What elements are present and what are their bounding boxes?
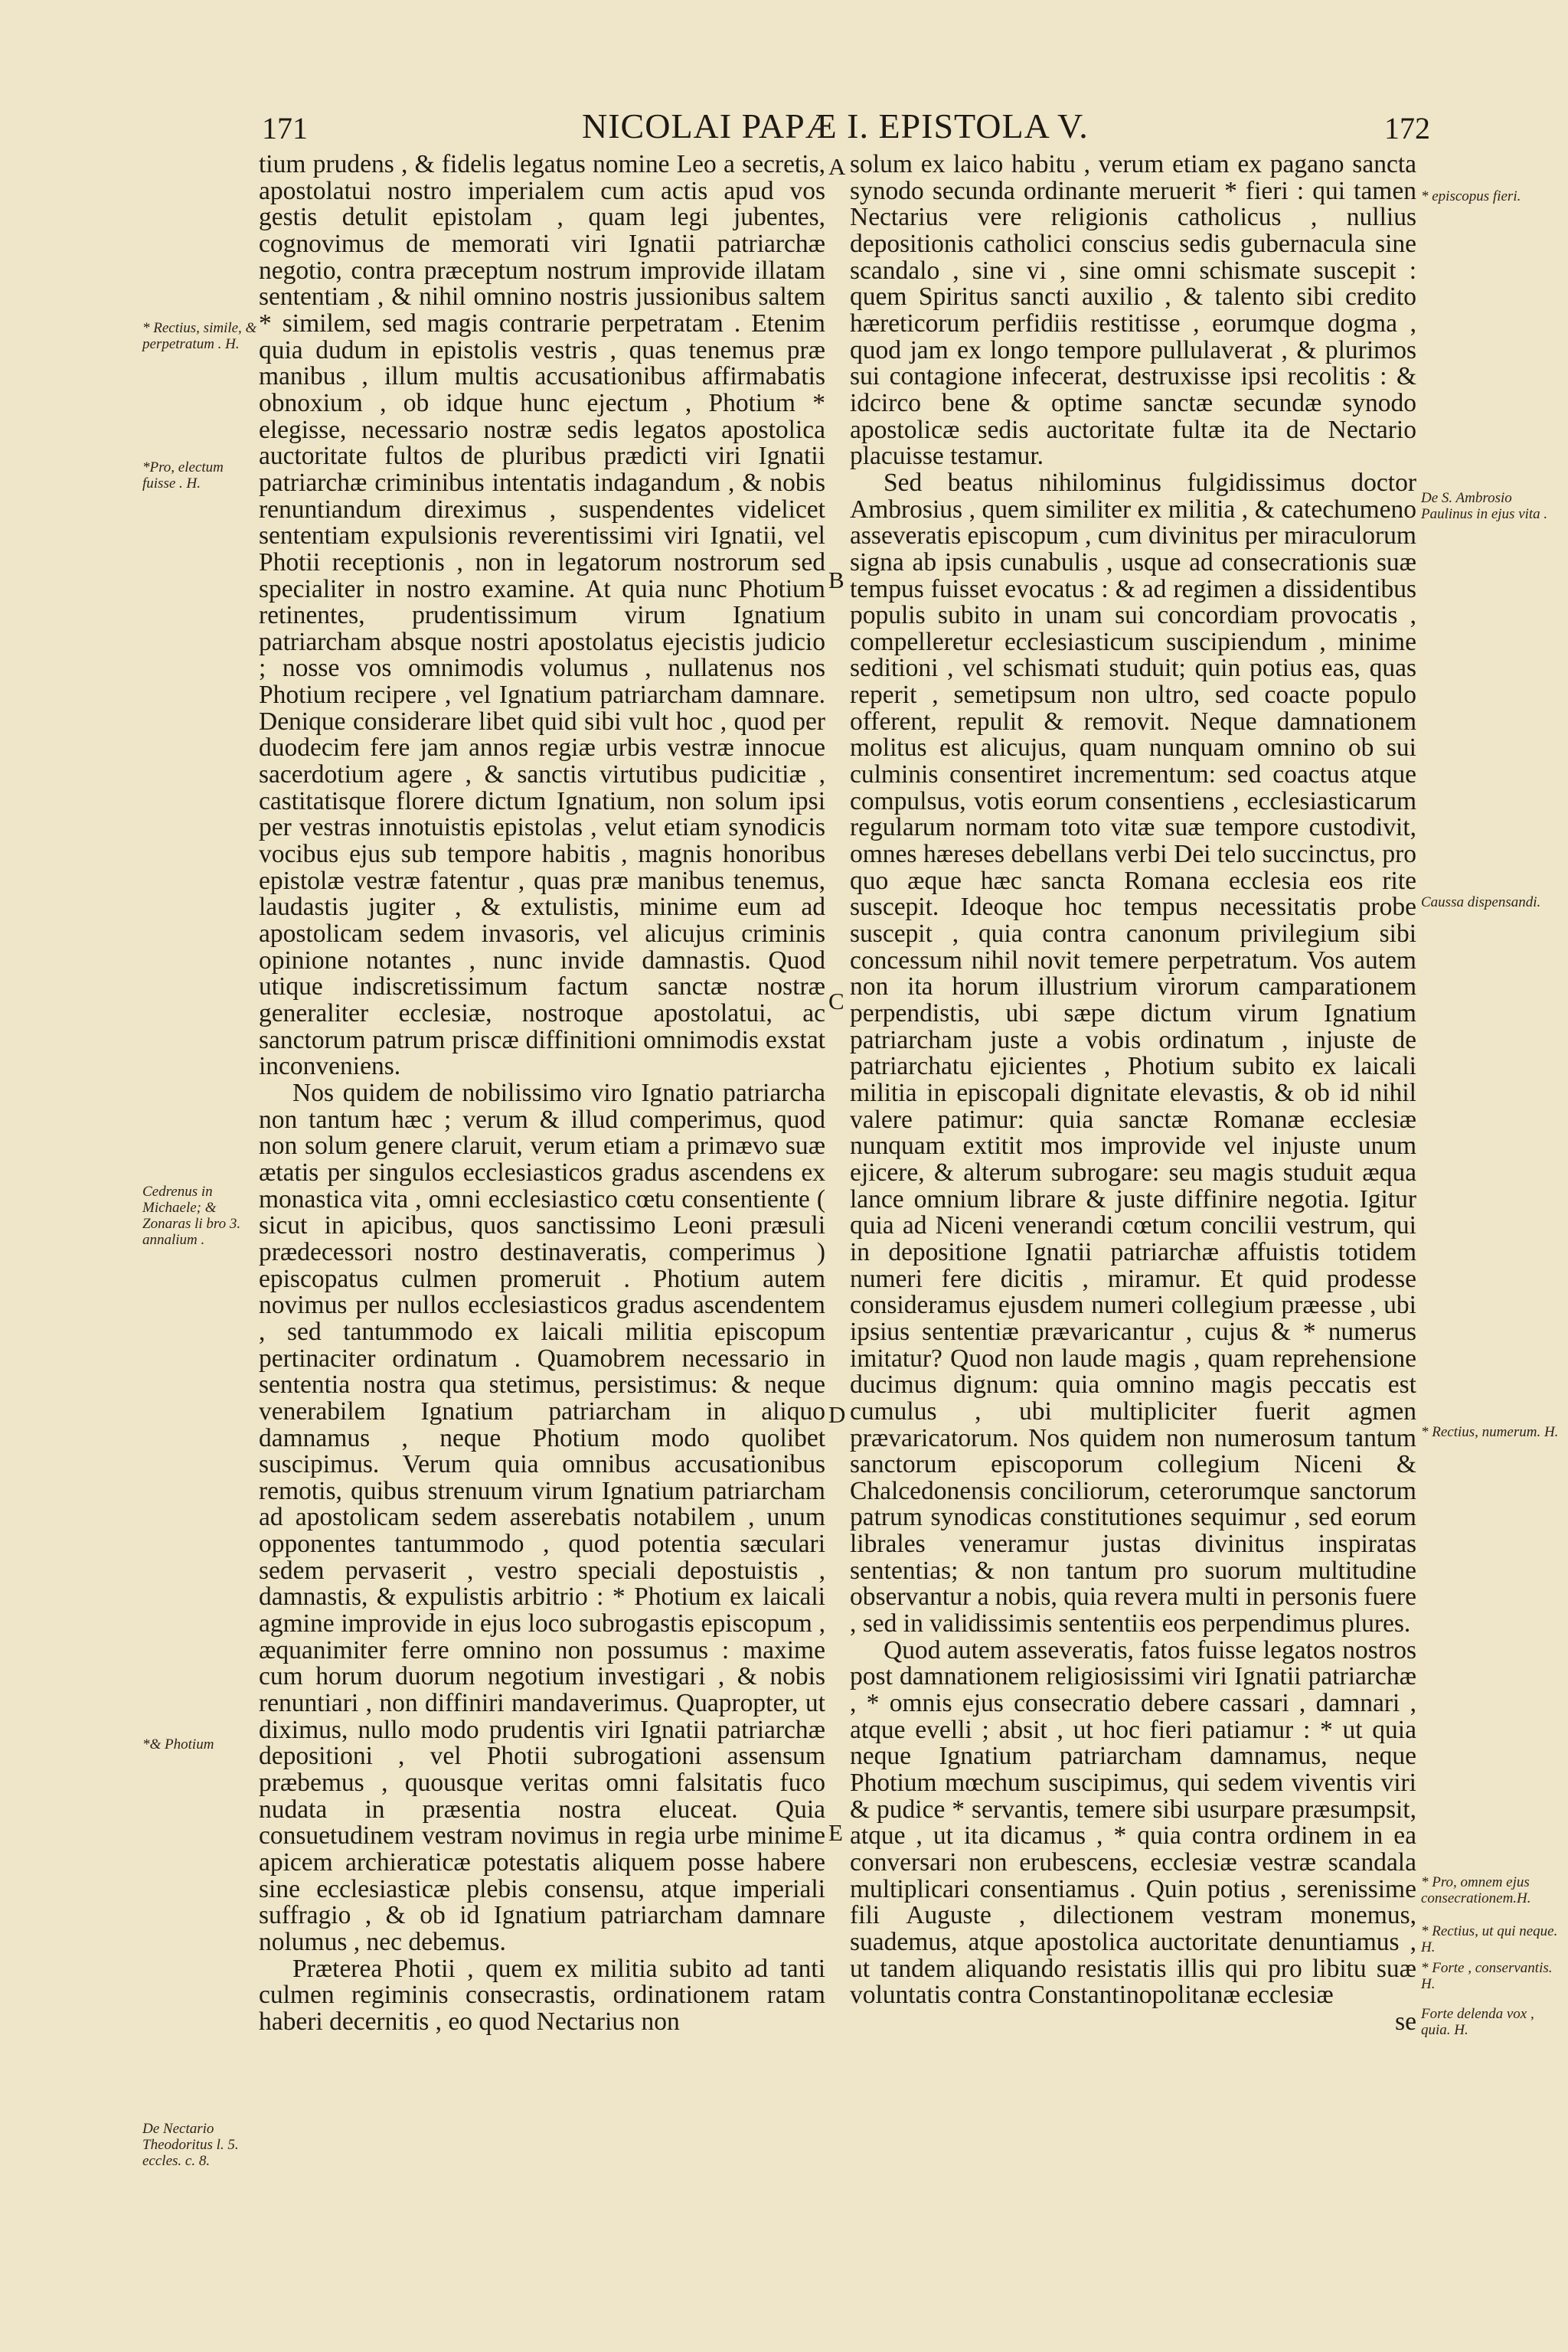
page-title: NICOLAI PAPÆ I. EPISTOLA V. (582, 106, 1089, 145)
margin-note-episcopus: * episcopus fieri. (1421, 188, 1521, 204)
margin-note-delenda: Forte delenda vox , quia. H. (1421, 2006, 1534, 2038)
margin-note-ut-qui-neque: * Rectius, ut qui neque. H. (1421, 1923, 1558, 1955)
margin-note-caussa: Caussa dispensandi. (1421, 894, 1541, 910)
margin-note-cedrenus: Cedrenus in Michaele; & Zonaras li bro 3. annalium . (142, 1184, 241, 1248)
section-marker-d: D (828, 1401, 846, 1428)
margin-note-electum: *Pro, electum fuisse . H. (142, 459, 224, 492)
margin-note-photium: *& Photium (142, 1736, 214, 1753)
margin-note-conservantis: * Forte , conservantis. H. (1421, 1960, 1553, 1992)
section-marker-b: B (828, 567, 844, 593)
left-text-column (259, 152, 825, 2036)
right-paragraph-3: Quod autem asseveratis, fatos fuisse legatos nostros post damnationem religiosissimi viri Ignatii patriarchæ , * omnis ejus consecratio debere cassari , damnari , atque evelli ; absit , ut hoc fieri patiamur : * ut quia neque Ignatium patriarcham damnamus, neque Photium mœchum suscipimus, qui sedem viventis viri & pudice * servantis, temere sibi usurpare præsumpsit, atque , ut ita dicamus , * quia contra ordinem in ea conversari non erubescens, ecclesiæ vestræ scandala multiplicari consentiamus . Quin potius , serenissime fili Auguste , dilectionem vestram monemus, suademus, atque apostolica auctoritate denuntiamus , ut tandem aliquando resistatis illis qui pro libitu suæ voluntatis contra Constantinopolitanæ ecclesiæ (850, 1635, 1416, 2010)
running-header (0, 106, 1568, 152)
margin-note-ambrosio: De S. Ambrosio Paulinus in ejus vita . (1421, 490, 1548, 522)
left-page-number: 171 (262, 111, 308, 145)
section-marker-a: A (828, 153, 846, 180)
section-marker-e: E (828, 1819, 843, 1846)
left-paragraph-3: Præterea Photii , quem ex militia subito ad tanti culmen regiminis consecrastis, ordinationem ratam haberi decernitis , eo quod Nectarius non (259, 1954, 825, 2036)
margin-note-consecrationem: * Pro, omnem ejus consecrationem.H. (1421, 1874, 1531, 1906)
margin-note-numerum: * Rectius, numerum. H. (1421, 1424, 1559, 1440)
section-marker-c: C (828, 988, 844, 1014)
margin-note-nectario: De Nectario Theodoritus l. 5. eccles. c. 8. (142, 2121, 239, 2169)
right-text-column (850, 152, 1416, 2036)
margin-note-rectius-simile: * Rectius, simile, & perpetratum . H. (142, 320, 257, 352)
left-paragraph-2: Nos quidem de nobilissimo viro Ignatio patriarcha non tantum hæc ; verum & illud comperimus, quod non solum genere claruit, verum etiam a primævo suæ ætatis per singulos ecclesiasticos gradus ascendens ex monastica vita , omni ecclesiastico cœtu consentiente ( sicut in apicibus, quos sanctissimo Leoni præsuli prædecessori nostro destinaveratis, comperimus ) episcopatus culmen promeruit . Photium autem novimus per nullos ecclesiasticos gradus ascendentem , sed tantummodo ex laicali militia episcopum pertinaciter ordinatum . Quamobrem necessario in sententia nostra qua stetimus, persistimus: & neque venerabilem Ignatium patriarcham in aliquo damnamus , neque Photium modo quolibet suscipimus. Verum quia omnibus accusationibus remotis, quibus strenuum virum Ignatium patriarcham ad apostolicam sedem asserebatis notabilem , unum opponentes tantummodo , quod potentia sæculari sedem pervaserit , vestro speciali depostuistis , damnastis, & expulistis arbitrio : * Photium ex laicali agmine improvide in ejus loco subrogastis episcopum , æquanimiter ferre omnino non possumus : maxime cum horum duorum negotium investigari , & nobis renuntiari , non diffiniri mandaverimus. Quapropter, ut diximus, nullo modo prudentis viri Ignatii patriarchæ depositioni , vel Photii subrogationi assensum præbemus , quousque veritas omni falsitatis fuco nudata in præsentia nostra eluceat. Quia consuetudinem vestram novimus in regia urbe minime apicem archieraticæ potestatis aliquem posse habere sine ecclesiasticæ plebis consensu, atque imperiali suffragio , & ob id Ignatium patriarcham damnare nolumus , nec debemus. (259, 1078, 825, 1956)
right-paragraph-2: Sed beatus nihilominus fulgidissimus doctor Ambrosius , quem similiter ex militia , & catechumeno asseveratis episcopum , cum divinitus per miraculorum signa ab ipsis cunabulis , usque ad consecrationis suæ tempus fuisset evocatus : & ad regimen a dissidentibus populis subito in unam sui concordiam provocatis , compelleretur ecclesiasticum suscipiendum , minime seditioni , vel schismati studuit; quin potius eas, quas reperit , semetipsum non ultro, sed coacte populo offerent, repulit & removit. Neque damnationem molitus est alicujus, quam nunquam omnino ob sui culminis consentiret incrementum: sed coactus atque compulsus, votis eorum consentiens , ecclesiasticarum regularum normam toto vitæ suæ tempore custodivit, omnes hæreses debellans verbi Dei telo succinctus, pro quo æque hæc sancta Romana ecclesia eos rite suscepit. Ideoque hoc tempus necessitatis probe suscepit , quia contra canonum privilegium sibi concessum nihil novit temere perpetratum. Vos autem non ita horum illustrium virorum camparationem perpendistis, ubi sæpe dictum virum Ignatium patriarcham juste a vobis ordinatum , injuste de patriarchatu ejicientes , Photium subito ex laicali militia in episcopali dignitate elevastis, & ob id nihil valere patimur: quia sanctæ Romanæ ecclesiæ nunquam extitit mos improvide vel injuste unum ejicere, & alterum subrogare: seu magis studuit æqua lance omnium librare & juste diffinire negotia. Igitur quia ad Niceni venerandi cœtum concilii vestrum, qui in depositione Ignatii patriarchæ affuistis totidem numeri fere dicitis , miramur. Et quid prodesse consideramus ejusdem numeri collegium præesse , ubi ipsius sententiæ prævaricantur , cujus & * numerus imitatur? Quod non laude magis , quam reprehensione ducimus dignum: quia omnino magis peccatis est cumulus , ubi multipliciter fuerit agmen prævaricatorum. Nos quidem non numerosum tantum sanctorum episcoporum collegium Niceni & Chalcedonensis conciliorum, ceterorumque sanctorum patrum synodicas constitutiones sequimur , sed eorum librales veneramur justas divinitus inspiratas sententias; & non tantum pro suorum multitudine observantur a nobis, quia revera multi in personis fuere , sed in validissimis sententiis eos perpendimus plures. (850, 468, 1416, 1638)
left-paragraph-1: tium prudens , & fidelis legatus nomine Leo a secretis, apostolatui nostro imperialem cum actis apud vos gestis detulit epistolam , quam legi jubentes, cognovimus de memorati viri Ignatii patriarchæ negotio, contra præceptum nostrum improvide illatam sententiam , & nihil omnino nostris jussionibus saltem * similem, sed magis contrarie perpetratam . Etenim quia dudum in epistolis vestris , quas tenemus præ manibus , illum multis accusationibus affirmabatis obnoxium , ob idque hunc ejectum , Photium * elegisse, necessario nostræ sedis legatos apostolica auctoritate fultos de pluribus prædicti viri Ignatii patriarchæ criminibus intentatis indagandum , & nobis renuntiandum direximus , suspendentes videlicet sententiam expulsionis reverentissimi viri Ignatii, vel Photii receptionis , non in legatorum nostrorum sed specialiter in nostro examine. At quia nunc Photium retinentes, prudentissimum virum Ignatium patriarcham absque nostri apostolatus ejecistis judicio ; nosse vos omnimodis volumus , nullatenus nos Photium recipere , vel Ignatium patriarcham damnare. Denique considerare libet quid sibi vult hoc , quod per duodecim fere jam annos regiæ urbis vestræ innocue sacerdotium agere , & sanctis virtutibus pudicitiæ , castitatisque florere dictum Ignatium, non solum ipsi per vestras innotuistis epistolas , velut etiam synodicis vocibus ejus sub tempore habitis , magnis honoribus epistolæ vestræ fatentur , quas præ manibus tenemus, laudastis jugiter , & extulistis, minime eum ad apostolicam sedem invasoris, vel alicujus criminis opinione notantes , nunc invide damnastis. Quod utique indiscretissimum factum sanctæ nostræ generaliter ecclesiæ, nostroque apostolatui, ac sanctorum patrum priscæ diffinitioni omnimodis exstat inconveniens. (259, 150, 825, 1081)
right-paragraph-1: solum ex laico habitu , verum etiam ex pagano sancta synodo secunda ordinante meruerit * fieri : qui tamen Nectarius vere religionis catholicus , nullius depositionis catholici conscius sedis gubernacula sine scandalo , sine vi , sine omni schismate suscepit : quem Spiritus sancti auxilio , & talento sibi credito hæreticorum perfidiis restitisse , eorumque dogma , quod jam ex longo tempore pullulaverat , & plurimos sui contagione infecerat, destruxisse ipsi recolitis : & idcirco bene & optime sanctæ secundæ synodo apostolicæ sedis auctoritate fultæ ita de Nectario placuisse testamur. (850, 150, 1416, 471)
catchword: se (1395, 2007, 1416, 2036)
right-page-number: 172 (1384, 111, 1430, 145)
